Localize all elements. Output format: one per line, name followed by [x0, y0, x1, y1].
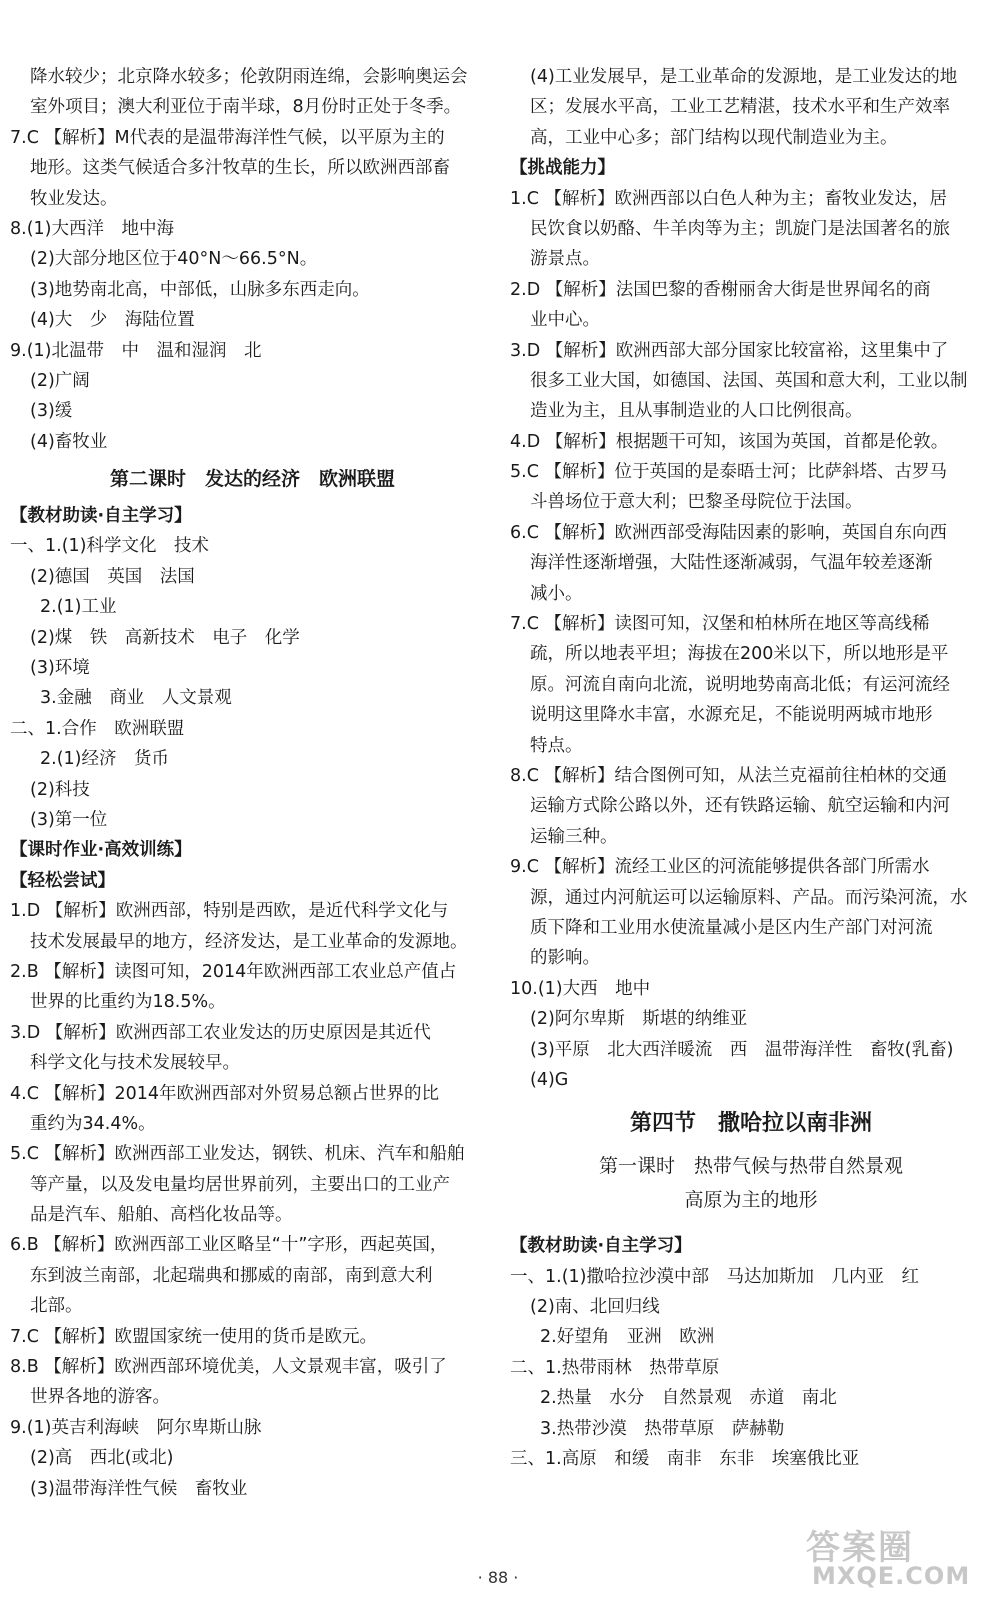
text-line: 特点。 [530, 735, 583, 756]
text-line: (3)温带海洋性气候 畜牧业 [30, 1478, 248, 1499]
page-number: · 88 · [477, 1568, 519, 1587]
text-line: 斗兽场位于意大利；巴黎圣母院位于法国。 [530, 492, 863, 513]
text-line: 三、1.高原 和缓 南非 东非 埃塞俄比亚 [510, 1449, 860, 1470]
spacer [510, 1217, 992, 1231]
text-line: 重约为34.4%。 [30, 1113, 156, 1134]
text-line: 减小。 [530, 583, 583, 604]
lesson-title: 高原为主的地形 [684, 1189, 818, 1212]
text-line: 很多工业大国，如德国、法国、英国和意大利，工业以制 [530, 370, 968, 391]
text-line: 3.金融 商业 人文景观 [40, 688, 232, 709]
text-line: (2)阿尔卑斯 斯堪的纳维亚 [530, 1009, 748, 1030]
section-label: 【教材助读·自主学习】 [510, 1236, 692, 1257]
text-line: 室外项目；澳大利亚位于南半球，8月份时正处于冬季。 [30, 97, 462, 118]
text-line: 9.(1)英吉利海峡 阿尔卑斯山脉 [10, 1417, 262, 1438]
text-line: 品是汽车、船舶、高档化妆品等。 [30, 1205, 293, 1226]
text-line: 世界各地的游客。 [30, 1387, 170, 1408]
text-line: 3.热带沙漠 热带草原 萨赫勒 [540, 1418, 785, 1439]
text-line: 4.D 【解析】根据题干可知，该国为英国，首都是伦敦。 [510, 431, 949, 452]
text-line: (3)环境 [30, 658, 90, 679]
text-line: 高，工业中心多；部门结构以现代制造业为主。 [530, 127, 898, 148]
text-line: 7.C 【解析】读图可知，汉堡和柏林所在地区等高线稀 [510, 614, 930, 635]
watermark-url: MXQE.COM [812, 1562, 971, 1590]
watermark-text: 答案圈 [806, 1528, 914, 1568]
text-line: 北部。 [30, 1296, 83, 1317]
text-line: 地形。这类气候适合多汁牧草的生长，所以欧洲西部畜 [30, 158, 450, 179]
lesson-title: 第一课时 热带气候与热带自然景观 [598, 1155, 903, 1178]
text-line: 等产量，以及发电量均居世界前列，主要出口的工业产 [30, 1174, 450, 1195]
text-line: 质下降和工业用水使流量减小是区内生产部门对河流 [530, 917, 933, 938]
text-line: 原。河流自南向北流，说明地势南高北低；有运河流经 [530, 674, 950, 695]
text-line: 区；发展水平高，工业工艺精湛，技术水平和生产效率 [530, 97, 950, 118]
text-line: (4)G [530, 1069, 569, 1090]
text-line: (2)煤 铁 高新技术 电子 化学 [30, 627, 300, 648]
text-line: 7.C 【解析】欧盟国家统一使用的货币是欧元。 [10, 1326, 377, 1347]
text-line: (3)缓 [30, 401, 73, 422]
text-line: 9.C 【解析】流经工业区的河流能够提供各部门所需水 [510, 857, 930, 878]
text-line: 1.C 【解析】欧洲西部以白色人种为主；畜牧业发达，居 [510, 188, 947, 209]
text-line: 5.C 【解析】欧洲西部工业发达，钢铁、机床、汽车和船舶 [10, 1144, 465, 1165]
text-line: 3.D 【解析】欧洲西部大部分国家比较富裕，这里集中了 [510, 340, 949, 361]
text-line: (2)南、北回归线 [530, 1297, 660, 1318]
section-title: 第四节 撒哈拉以南非洲 [629, 1111, 872, 1137]
text-line: 的影响。 [530, 948, 600, 969]
text-line: 7.C 【解析】M代表的是温带海洋性气候，以平原为主的 [10, 127, 445, 148]
text-line: 一、1.(1)科学文化 技术 [10, 536, 209, 557]
section-label: 【课时作业·高效训练】 [10, 840, 192, 861]
text-line: (2)大部分地区位于40°N～66.5°N。 [30, 249, 318, 270]
text-line: 4.C 【解析】2014年欧洲西部对外贸易总额占世界的比 [10, 1083, 440, 1104]
text-line: 运输三种。 [530, 826, 618, 847]
text-line: 技术发展最早的地方，经济发达，是工业革命的发源地。 [30, 931, 468, 952]
text-line: 游景点。 [530, 249, 600, 270]
text-line: 一、1.(1)撒哈拉沙漠中部 马达加斯加 几内亚 红 [510, 1266, 919, 1287]
text-line: 9.(1)北温带 中 温和湿润 北 [10, 340, 262, 361]
text-line: 6.C 【解析】欧洲西部受海陆因素的影响，英国自东向西 [510, 522, 947, 543]
text-line: (4)工业发展早，是工业革命的发源地，是工业发达的地 [530, 67, 958, 87]
text-line: (4)大 少 海陆位置 [30, 310, 195, 331]
text-line: 东到波兰南部，北起瑞典和挪威的南部，南到意大利 [30, 1265, 433, 1286]
watermark-logo [806, 1512, 984, 1592]
text-line: 海洋性逐渐增强，大陆性逐渐减弱，气温年较差逐渐 [530, 553, 933, 574]
text-line: 8.B 【解析】欧洲西部环境优美，人文景观丰富，吸引了 [10, 1357, 447, 1378]
text-line: 8.C 【解析】结合图例可知，从法兰克福前往柏林的交通 [510, 765, 947, 786]
text-line: 3.D 【解析】欧洲西部工农业发达的历史原因是其近代 [10, 1022, 431, 1043]
text-line: 1.D 【解析】欧洲西部，特别是西欧，是近代科学文化与 [10, 901, 449, 922]
text-line: (4)畜牧业 [30, 431, 108, 452]
text-line: 降水较少；北京降水较多；伦敦阴雨连绵，会影响奥运会 [30, 67, 468, 87]
text-line: 民饮食以奶酪、牛羊肉等为主；凯旋门是法国著名的旅 [530, 218, 950, 239]
text-line: 说明这里降水丰富，水源充足，不能说明两城市地形 [530, 705, 933, 726]
text-line: (2)科技 [30, 779, 90, 800]
section-label: 【挑战能力】 [510, 158, 615, 179]
text-line: 造业为主，且从事制造业的人口比例很高。 [530, 401, 863, 422]
text-line: 8.(1)大西洋 地中海 [10, 218, 174, 239]
text-line: 2.热量 水分 自然景观 赤道 南北 [540, 1388, 837, 1409]
text-line: (2)高 西北(或北) [30, 1448, 174, 1469]
section-label: 【轻松尝试】 [10, 870, 115, 891]
text-line: 2.好望角 亚洲 欧洲 [540, 1327, 715, 1348]
section-label: 【教材助读·自主学习】 [10, 506, 192, 527]
text-line: 二、1.合作 欧洲联盟 [10, 718, 185, 739]
text-line: 牧业发达。 [30, 188, 118, 209]
text-line: 5.C 【解析】位于英国的是泰晤士河；比萨斜塔、古罗马 [510, 462, 947, 483]
text-line: (3)地势南北高，中部低，山脉多东西走向。 [30, 279, 370, 300]
text-line: (3)第一位 [30, 809, 108, 830]
text-line: (2)德国 英国 法国 [30, 566, 195, 587]
text-line: 6.B 【解析】欧洲西部工业区略呈“十”字形，西起英国， [10, 1235, 448, 1256]
lesson-title: 第二课时 发达的经济 欧洲联盟 [109, 468, 395, 491]
text-line: 源，通过内河航运可以运输原料、产品。而污染河流，水 [530, 887, 968, 908]
text-line: 运输方式除公路以外，还有铁路运输、航空运输和内河 [530, 796, 950, 817]
text-line: 科学文化与技术发展较早。 [30, 1053, 240, 1074]
right-column [510, 62, 992, 1474]
text-line: 世界的比重约为18.5%。 [30, 992, 226, 1013]
text-line: 2.(1)工业 [40, 597, 117, 618]
text-line: 疏，所以地表平坦；海拔在200米以下，所以地形是平 [530, 644, 949, 665]
text-line: 10.(1)大西 地中 [510, 978, 651, 999]
text-line: 2.(1)经济 货币 [40, 749, 169, 770]
left-column [10, 62, 495, 1504]
text-line: 业中心。 [530, 310, 600, 331]
text-line: (2)广阔 [30, 370, 90, 391]
text-line: 2.B 【解析】读图可知，2014年欧洲西部工农业总产值占 [10, 961, 457, 982]
text-line: (3)平原 北大西洋暖流 西 温带海洋性 畜牧(乳畜) [530, 1039, 954, 1060]
text-line: 二、1.热带雨林 热带草原 [510, 1357, 720, 1378]
text-line: 2.D 【解析】法国巴黎的香榭丽舍大街是世界闻名的商 [510, 279, 931, 300]
